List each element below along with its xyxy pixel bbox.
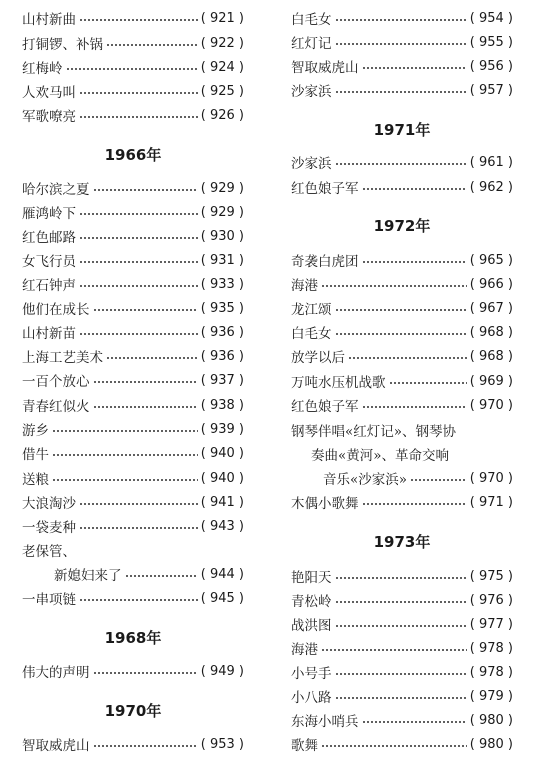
page-number: ( 970 )	[469, 470, 513, 486]
entry-title: 智取威虎山	[22, 738, 90, 754]
dot-leader	[93, 672, 198, 674]
entry-title: 山村新苗	[22, 326, 76, 342]
index-entry	[291, 31, 513, 53]
index-entry	[291, 345, 513, 367]
page-number: ( 936 )	[200, 324, 244, 340]
entry-title: 万吨水压机战歌	[291, 375, 386, 391]
dot-leader	[79, 92, 198, 94]
entry-title: 青松岭	[291, 594, 332, 610]
entry-title: 一袋麦种	[22, 520, 76, 536]
index-entry	[22, 56, 244, 78]
page-number: ( 939 )	[200, 421, 244, 437]
dot-leader	[106, 44, 198, 46]
page-number: ( 930 )	[200, 228, 244, 244]
entry-title: 新媳妇来了	[54, 568, 122, 584]
page-number: ( 956 )	[469, 58, 513, 74]
page-number: ( 961 )	[469, 154, 513, 170]
index-entry	[22, 345, 244, 367]
entry-title: 东海小哨兵	[291, 714, 359, 730]
dot-leader	[93, 381, 198, 383]
entry-title: 红色娘子军	[291, 399, 359, 415]
entry-title: 奏曲«黄河»、革命交响	[311, 448, 450, 464]
index-entry	[291, 55, 513, 77]
dot-leader	[79, 19, 198, 21]
index-entry	[291, 370, 513, 392]
dot-leader	[335, 43, 467, 45]
index-entry	[291, 321, 513, 343]
dot-leader	[335, 91, 467, 93]
dot-leader	[335, 309, 467, 311]
dot-leader	[79, 285, 198, 287]
index-entry	[291, 661, 513, 683]
index-entry	[22, 733, 244, 755]
page-number: ( 921 )	[200, 10, 244, 26]
entry-title: 红色邮路	[22, 230, 76, 246]
index-entry	[291, 613, 513, 635]
index-entry	[291, 79, 513, 101]
index-entry	[291, 491, 513, 513]
page-number: ( 924 )	[200, 59, 244, 75]
dot-leader	[79, 261, 198, 263]
dot-leader	[321, 285, 467, 287]
dot-leader	[79, 237, 198, 239]
dot-leader	[335, 697, 467, 699]
entry-title: 红灯记	[291, 36, 332, 52]
index-entry	[22, 7, 244, 29]
index-entry	[22, 177, 244, 199]
index-entry	[22, 273, 244, 295]
entry-title: 军歌嘹亮	[22, 109, 76, 125]
entry-title: 伟大的声明	[22, 665, 90, 681]
entry-title: 木偶小歌舞	[291, 496, 359, 512]
index-entry	[291, 637, 513, 659]
dot-leader	[93, 745, 198, 747]
index-entry	[22, 394, 244, 416]
entry-title: 雁鸿岭下	[22, 206, 76, 222]
page-number: ( 929 )	[200, 180, 244, 196]
entry-title: 一串项链	[22, 592, 76, 608]
page-number: ( 967 )	[469, 300, 513, 316]
entry-title: 海港	[291, 642, 318, 658]
page-number: ( 926 )	[200, 107, 244, 123]
page-number: ( 949 )	[200, 663, 244, 679]
dot-leader	[52, 430, 198, 432]
dot-leader	[93, 309, 198, 311]
dot-leader	[362, 188, 467, 190]
page-number: ( 968 )	[469, 348, 513, 364]
page-number: ( 978 )	[469, 664, 513, 680]
entry-title: 白毛女	[291, 326, 332, 342]
entry-title: 白毛女	[291, 12, 332, 28]
index-entry	[291, 176, 513, 198]
page-number: ( 954 )	[469, 10, 513, 26]
entry-title: 红梅岭	[22, 61, 63, 77]
page-number: ( 969 )	[469, 373, 513, 389]
year-heading: 1972年	[373, 217, 431, 235]
entry-title: 他们在成长	[22, 302, 90, 318]
index-entry	[22, 418, 244, 440]
dot-leader	[79, 599, 198, 601]
entry-title: 一百个放心	[22, 374, 90, 390]
year-heading: 1970年	[104, 702, 162, 720]
dot-leader	[410, 479, 467, 481]
index-entry	[291, 297, 513, 319]
entry-title: 打铜锣、补锅	[22, 37, 103, 53]
index-entry	[22, 369, 244, 391]
dot-leader	[66, 68, 198, 70]
dot-leader	[321, 745, 467, 747]
page-number: ( 971 )	[469, 494, 513, 510]
dot-leader	[79, 503, 198, 505]
index-entry	[291, 589, 513, 611]
index-entry	[22, 467, 244, 489]
year-heading: 1971年	[373, 121, 431, 139]
dot-leader	[52, 454, 198, 456]
index-entry	[291, 685, 513, 707]
index-entry	[22, 32, 244, 54]
index-entry	[22, 491, 244, 513]
page-number: ( 979 )	[469, 688, 513, 704]
entry-title: 海港	[291, 278, 318, 294]
dot-leader	[362, 261, 467, 263]
dot-leader	[335, 601, 467, 603]
dot-leader	[362, 406, 467, 408]
page-number: ( 931 )	[200, 252, 244, 268]
index-entry	[22, 249, 244, 271]
index-entry	[291, 7, 513, 29]
page-number: ( 976 )	[469, 592, 513, 608]
dot-leader	[125, 575, 198, 577]
entry-title: 哈尔滨之夏	[22, 182, 90, 198]
dot-leader	[389, 382, 467, 384]
index-entry	[291, 394, 513, 416]
index-entry	[22, 660, 244, 682]
entry-title: 红石钟声	[22, 278, 76, 294]
page-number: ( 938 )	[200, 397, 244, 413]
entry-title: 沙家浜	[291, 84, 332, 100]
dot-leader	[362, 721, 467, 723]
page-number: ( 980 )	[469, 712, 513, 728]
index-entry	[291, 151, 513, 173]
dot-leader	[335, 333, 467, 335]
index-entry	[291, 419, 513, 441]
dot-leader	[335, 673, 467, 675]
page-number: ( 933 )	[200, 276, 244, 292]
page-number: ( 925 )	[200, 83, 244, 99]
entry-title: 山村新曲	[22, 12, 76, 28]
index-entry	[291, 273, 513, 295]
page-number: ( 975 )	[469, 568, 513, 584]
entry-title: 歌舞	[291, 738, 318, 754]
index-entry	[22, 587, 244, 609]
page-number: ( 940 )	[200, 445, 244, 461]
dot-leader	[79, 527, 198, 529]
entry-title: 钢琴伴唱«红灯记»、钢琴协	[291, 424, 457, 440]
entry-title: 女飞行员	[22, 254, 76, 270]
dot-leader	[362, 503, 467, 505]
page-number: ( 970 )	[469, 397, 513, 413]
index-entry	[22, 563, 244, 585]
entry-title: 小号手	[291, 666, 332, 682]
dot-leader	[362, 67, 467, 69]
entry-title: 音乐«沙家浜»	[323, 472, 408, 488]
page-number: ( 945 )	[200, 590, 244, 606]
entry-title: 老保管、	[22, 544, 76, 560]
index-entry	[22, 201, 244, 223]
index-entry	[22, 104, 244, 126]
dot-leader	[93, 189, 198, 191]
page-number: ( 941 )	[200, 494, 244, 510]
index-entry	[22, 442, 244, 464]
dot-leader	[335, 19, 467, 21]
year-heading: 1966年	[104, 146, 162, 164]
page-number: ( 955 )	[469, 34, 513, 50]
page-number: ( 944 )	[200, 566, 244, 582]
dot-leader	[52, 479, 198, 481]
page-number: ( 957 )	[469, 82, 513, 98]
index-entry	[22, 225, 244, 247]
index-entry	[22, 80, 244, 102]
entry-title: 送粮	[22, 472, 49, 488]
entry-title: 上海工艺美术	[22, 350, 103, 366]
entry-title: 红色娘子军	[291, 181, 359, 197]
dot-leader	[335, 163, 467, 165]
entry-title: 奇袭白虎团	[291, 254, 359, 270]
index-entry	[22, 515, 244, 537]
dot-leader	[106, 357, 198, 359]
index-entry	[291, 467, 513, 489]
page-number: ( 978 )	[469, 640, 513, 656]
dot-leader	[93, 406, 198, 408]
entry-title: 小八路	[291, 690, 332, 706]
index-entry	[22, 321, 244, 343]
dot-leader	[79, 116, 198, 118]
entry-title: 借牛	[22, 447, 49, 463]
page-number: ( 977 )	[469, 616, 513, 632]
dot-leader	[79, 213, 198, 215]
dot-leader	[321, 649, 467, 651]
index-entry	[22, 297, 244, 319]
dot-leader	[348, 357, 467, 359]
page-number: ( 929 )	[200, 204, 244, 220]
index-entry	[291, 733, 513, 755]
page-number: ( 980 )	[469, 736, 513, 752]
entry-title: 沙家浜	[291, 156, 332, 172]
entry-title: 龙江颂	[291, 302, 332, 318]
year-heading: 1968年	[104, 629, 162, 647]
index-entry	[22, 539, 244, 561]
page-number: ( 935 )	[200, 300, 244, 316]
page-number: ( 940 )	[200, 470, 244, 486]
dot-leader	[335, 625, 467, 627]
dot-leader	[79, 333, 198, 335]
entry-title: 放学以后	[291, 350, 345, 366]
index-entry	[291, 565, 513, 587]
index-entry	[291, 709, 513, 731]
entry-title: 人欢马叫	[22, 85, 76, 101]
index-entry	[291, 443, 513, 465]
page-number: ( 953 )	[200, 736, 244, 752]
entry-title: 大浪淘沙	[22, 496, 76, 512]
entry-title: 游乡	[22, 423, 49, 439]
page-number: ( 965 )	[469, 252, 513, 268]
entry-title: 战洪图	[291, 618, 332, 634]
entry-title: 青春红似火	[22, 399, 90, 415]
page-number: ( 937 )	[200, 372, 244, 388]
entry-title: 智取威虎山	[291, 60, 359, 76]
page-number: ( 966 )	[469, 276, 513, 292]
entry-title: 艳阳天	[291, 570, 332, 586]
page-number: ( 936 )	[200, 348, 244, 364]
page-number: ( 943 )	[200, 518, 244, 534]
year-heading: 1973年	[373, 533, 431, 551]
dot-leader	[335, 577, 467, 579]
page-number: ( 968 )	[469, 324, 513, 340]
index-entry	[291, 249, 513, 271]
page-number: ( 922 )	[200, 35, 244, 51]
page-number: ( 962 )	[469, 179, 513, 195]
